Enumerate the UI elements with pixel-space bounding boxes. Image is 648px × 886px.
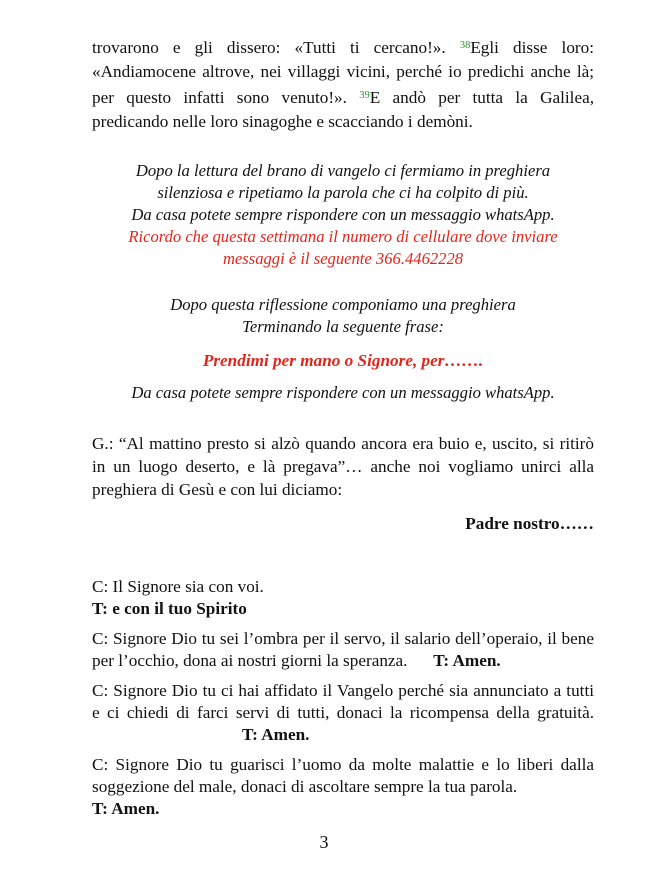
padre-nostro: Padre nostro……: [465, 514, 594, 533]
phone-notice-line-2: messaggi è il seguente 366.4462228: [222, 249, 464, 268]
reflection-line-3: Da casa potete sempre rispondere con un messaggio whatsApp.: [131, 383, 555, 402]
liturgy-c1: C: Il Signore sia con voi.: [92, 577, 264, 596]
liturgy-amen-3: T: Amen.: [242, 725, 310, 744]
gospel-text-a: trovarono e gli dissero: «Tutti ti cercano!».: [92, 38, 460, 57]
liturgy-c2-text: C: Signore Dio tu sei l’ombra per il servo, il salario dell’operaio, il bene per l’occhio, dona ai nostri giorni la speranza.: [92, 629, 594, 670]
reflection-line-2: Terminando la seguente frase:: [242, 317, 444, 336]
liturgy-t1: T: e con il tuo Spirito: [92, 599, 247, 618]
page-number: 3: [319, 832, 329, 852]
instruction-line-1: Dopo la lettura del brano di vangelo ci fermiamo in preghiera: [135, 161, 551, 180]
liturgy-block: [92, 576, 594, 820]
instruction-line-2: silenziosa e ripetiamo la parola che ci ha colpito di più.: [157, 183, 529, 202]
instruction-line-3: Da casa potete sempre rispondere con un messaggio whatsApp.: [131, 205, 555, 224]
liturgy-c3-text: C: Signore Dio tu ci hai affidato il Vangelo perché sia annunciato a tutti e ci chiedi di farci servi di tutti, donaci la ricompensa della gratuità.: [92, 681, 594, 722]
reflection-line-1: Dopo questa riflessione componiamo una preghiera: [170, 295, 516, 314]
liturgy-c4: C: Signore Dio tu guarisci l’uomo da molte malattie e lo liberi dalla soggezione del male, donaci di ascoltare sempre la tua parola.: [92, 755, 594, 796]
instructions-block: [92, 160, 594, 270]
liturgy-c3: [92, 680, 594, 746]
reflection-block: [92, 294, 594, 404]
gospel-paragraph: [92, 34, 594, 134]
prayer-prompt: Prendimi per mano o Signore, per…….: [202, 351, 484, 370]
liturgy-c2: [92, 628, 594, 672]
gospel-text-b: Egli disse loro: «Andiamocene altrove, nei villaggi vicini, perché io predichi anche là; per questo infatti sono venuto!».: [92, 38, 595, 107]
liturgy-amen-4: T: Amen.: [92, 799, 160, 818]
page-content: [92, 34, 594, 820]
verse-number-39: 39: [359, 90, 370, 101]
phone-notice-line-1: Ricordo che questa settimana il numero di cellulare dove inviare: [128, 227, 558, 246]
guide-paragraph: G.: “Al mattino presto si alzò quando ancora era buio e, uscito, si ritirò in un luogo deserto, e là pregava”… anche noi vogliamo unirci alla preghiera di Gesù e con lui diciamo:: [92, 434, 594, 499]
liturgy-amen-2: T: Amen.: [433, 651, 501, 670]
gospel-text-c: E andò per tutta la Galilea, predicando nelle loro sinagoghe e scacciando i demòni.: [92, 88, 594, 131]
verse-number-38: 38: [459, 40, 471, 51]
